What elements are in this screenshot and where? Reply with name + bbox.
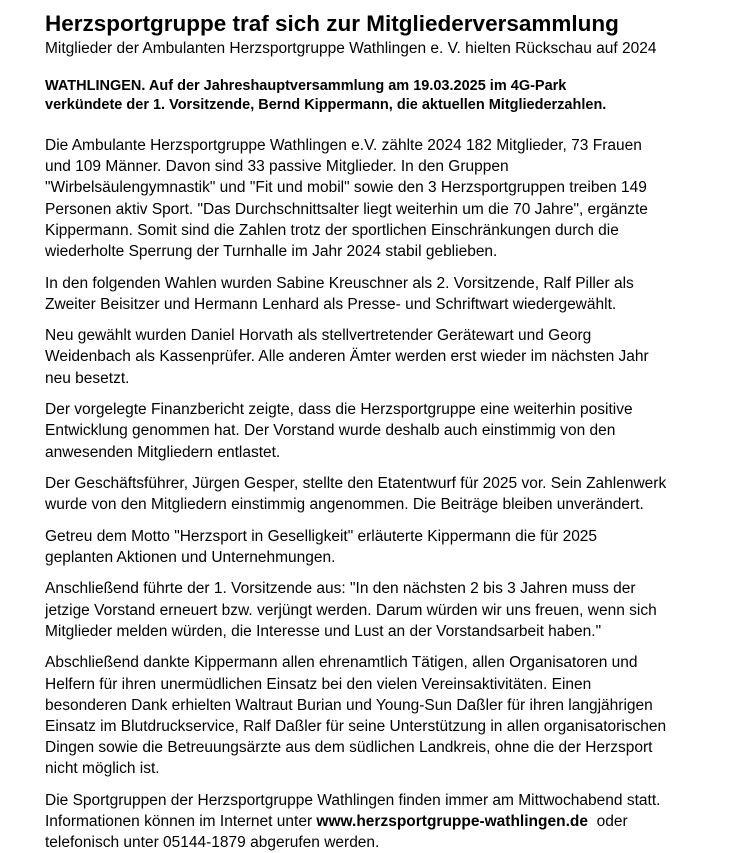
text-line: Personen aktiv Sport. "Das Durchschnittsalter liegt weiterhin um die 70 Jahre", ergänzte	[45, 200, 648, 218]
paragraph-finance-report	[45, 399, 726, 463]
text-line: Abschließend dankte Kippermann allen ehrenamtlich Tätigen, allen Organisatoren und	[45, 654, 638, 672]
text-line: wiederholte Sperrung der Turnhalle im Jahr 2024 stabil geblieben.	[45, 243, 498, 261]
paragraph-new-elections	[45, 325, 726, 389]
text-line: anwesenden Mitgliedern entlastet.	[45, 443, 281, 461]
text-line: telefonisch unter 05144-1879 abgerufen werden.	[45, 834, 380, 852]
text-line: nicht möglich ist.	[45, 760, 160, 778]
text-line: und 109 Männer. Davon sind 33 passive Mitglieder. In den Gruppen	[45, 158, 509, 176]
text-line: Der vorgelegte Finanzbericht zeigte, dass die Herzsportgruppe eine weiterhin positive	[45, 401, 633, 419]
paragraph-motto	[45, 526, 726, 568]
text-line: In den folgenden Wahlen wurden Sabine Kreuschner als 2. Vorsitzende, Ralf Piller als	[45, 274, 634, 292]
text-line: Einsatz im Blutdruckservice, Ralf Daßler für seine Unterstützung in allen organisatorischen	[45, 717, 667, 735]
lead-line: WATHLINGEN. Auf der Jahreshauptversammlung am 19.03.2025 im 4G-Park	[45, 78, 567, 94]
text-line	[45, 811, 726, 832]
text-line: Der Geschäftsführer, Jürgen Gesper, stellte den Etatentwurf für 2025 vor. Sein Zahlenwerk	[45, 475, 667, 493]
lead-line: verkündete der 1. Vorsitzende, Bernd Kippermann, die aktuellen Mitgliederzahlen.	[45, 97, 607, 113]
text-line: geplanten Aktionen und Unternehmungen.	[45, 548, 336, 566]
paragraph-elections	[45, 273, 726, 315]
text-line: jetzige Vorstand erneuert bzw. verjüngt werden. Darum würden wir uns freuen, wenn sich	[45, 601, 657, 619]
text-line: wurde von den Mitgliedern einstimmig angenommen. Die Beiträge bleiben unverändert.	[45, 496, 644, 514]
text-line: Die Ambulante Herzsportgruppe Wathlingen e.V. zählte 2024 182 Mitglieder, 73 Frauen	[45, 137, 642, 154]
text-segment: oder	[587, 813, 628, 831]
paragraph-membership	[45, 135, 726, 262]
text-segment: Informationen können im Internet unter	[45, 813, 317, 831]
article-lead	[45, 77, 726, 115]
text-line: Entwicklung genommen hat. Der Vorstand wurde deshalb auch einstimmig von den	[45, 422, 616, 440]
paragraph-board-renewal	[45, 578, 726, 642]
text-line: Kippermann. Somit sind die Zahlen trotz der sportlichen Einschränkungen durch die	[45, 221, 619, 239]
text-line: Die Sportgruppen der Herzsportgruppe Wathlingen finden immer am Mittwochabend statt.	[45, 791, 661, 809]
paragraph-contact	[45, 790, 726, 853]
text-line: "Wirbelsäulengymnastik" und "Fit und mobil" sowie den 3 Herzsportgruppen treiben 149	[45, 179, 647, 197]
paragraph-thanks	[45, 652, 726, 779]
text-line: besonderen Dank erhielten Waltraut Burian und Young-Sun Daßler für ihren langjährigen	[45, 696, 653, 714]
text-line: Neu gewählt wurden Daniel Horvath als stellvertretender Gerätewart und Georg	[45, 327, 592, 345]
text-line: Helfern für ihren unermüdlichen Einsatz bei den vielen Vereinsaktivitäten. Einen	[45, 675, 592, 693]
text-line: Dingen sowie die Betreuungsärzte aus dem südlichen Landkreis, ohne die der Herzsport	[45, 739, 653, 757]
article-headline: Herzsportgruppe traf sich zur Mitgliederversammlung	[45, 11, 619, 36]
article-body	[45, 135, 726, 853]
text-line: Getreu dem Motto "Herzsport in Geselligkeit" erläuterte Kippermann die für 2025	[45, 527, 598, 545]
article-subheadline: Mitglieder der Ambulanten Herzsportgruppe Wathlingen e. V. hielten Rückschau auf 2024	[45, 40, 657, 57]
text-line: Anschließend führte der 1. Vorsitzende aus: "In den nächsten 2 bis 3 Jahren muss der	[45, 580, 636, 598]
text-line: neu besetzt.	[45, 369, 130, 387]
paragraph-budget	[45, 473, 726, 515]
text-line: Zweiter Beisitzer und Hermann Lenhard als Presse- und Schriftwart wiedergewählt.	[45, 295, 617, 313]
text-line: Weidenbach als Kassenprüfer. Alle anderen Ämter werden erst wieder im nächsten Jahr	[45, 348, 649, 366]
text-line: Mitglieder melden würden, die Interesse und Lust an der Vorstandsarbeit haben."	[45, 622, 602, 640]
website-link[interactable]: www.herzsportgruppe-wathlingen.de	[316, 813, 588, 831]
